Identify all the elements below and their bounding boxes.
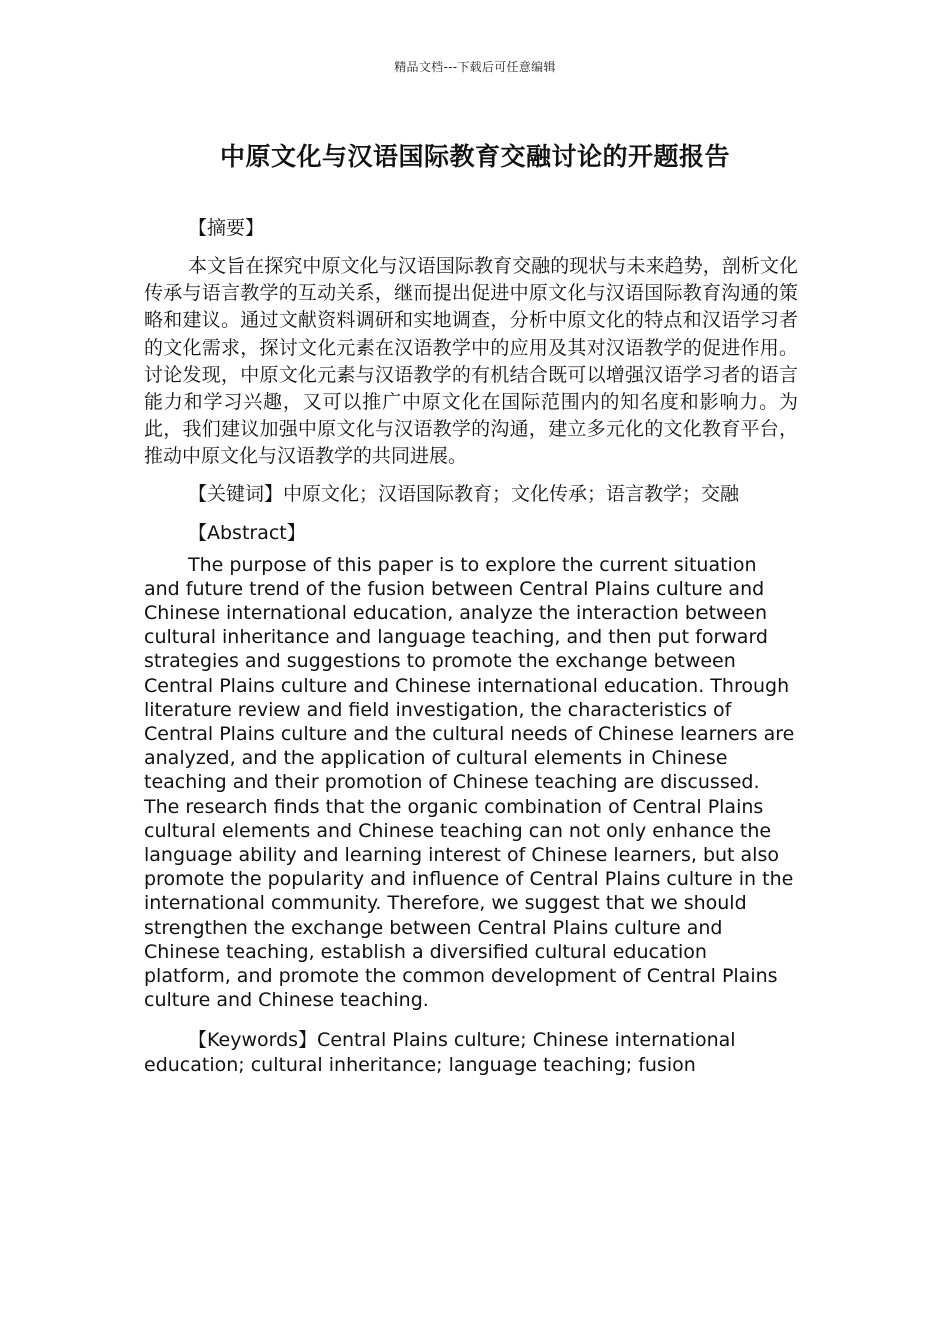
- keywords-en: 【Keywords】Central Plains culture; Chinese international education; cultural inheritance; language teaching; fusion: [144, 1029, 736, 1076]
- abstract-en-label: 【Abstract】: [188, 521, 306, 544]
- abstract-en-text: The purpose of this paper is to explore the current situation and future trend of the fusion between Central Plains culture and Chinese international education, analyze the interaction between cultural inheritance and language teaching, and then put forward strategies and suggestions to promote the exchange between Central Plains culture and Chinese international education. Through literature review and field investigation, the characteristics of Central Plains culture and the cultural needs of Chinese learners are analyzed, and the application of cultural elements in Chinese teaching and their promotion of Chinese teaching are discussed. The research finds that the organic combination of Central Plains cultural elements and Chinese teaching can not only enhance the language ability and learning interest of Chinese learners, but also promote the popularity and influence of Central Plains culture in the international community. Therefore, we suggest that we should strengthen the exchange between Central Plains culture and Chinese teaching, establish a diversified cultural education platform, and promote the common development of Central Plains culture and Chinese teaching.: [144, 553, 795, 1012]
- abstract-cn-label: 【摘要】: [188, 217, 265, 239]
- keywords-cn: 【关键词】中原文化；汉语国际教育；文化传承；语言教学；交融: [188, 482, 740, 505]
- abstract-cn-text: 本文旨在探究中原文化与汉语国际教育交融的现状与未来趋势，剖析文化传承与语言教学的互动关系，继而提出促进中原文化与汉语国际教育沟通的策略和建议。通过文献资料调研和实地调查，分析中原文化的特点和汉语学习者的文化需求，探讨文化元素在汉语教学中的应用及其对汉语教学的促进作用。讨论发现，中原文化元素与汉语教学的有机结合既可以增强汉语学习者的语言能力和学习兴趣，又可以推广中原文化在国际范围内的知名度和影响力。为此，我们建议加强中原文化与汉语教学的沟通，建立多元化的文化教育平台，推动中原文化与汉语教学的共同进展。: [144, 255, 798, 468]
- page-header-note: 精品文档---下载后可任意编辑: [394, 60, 556, 74]
- document-body: [144, 214, 798, 1077]
- document-title: 中原文化与汉语国际教育交融讨论的开题报告: [219, 142, 730, 171]
